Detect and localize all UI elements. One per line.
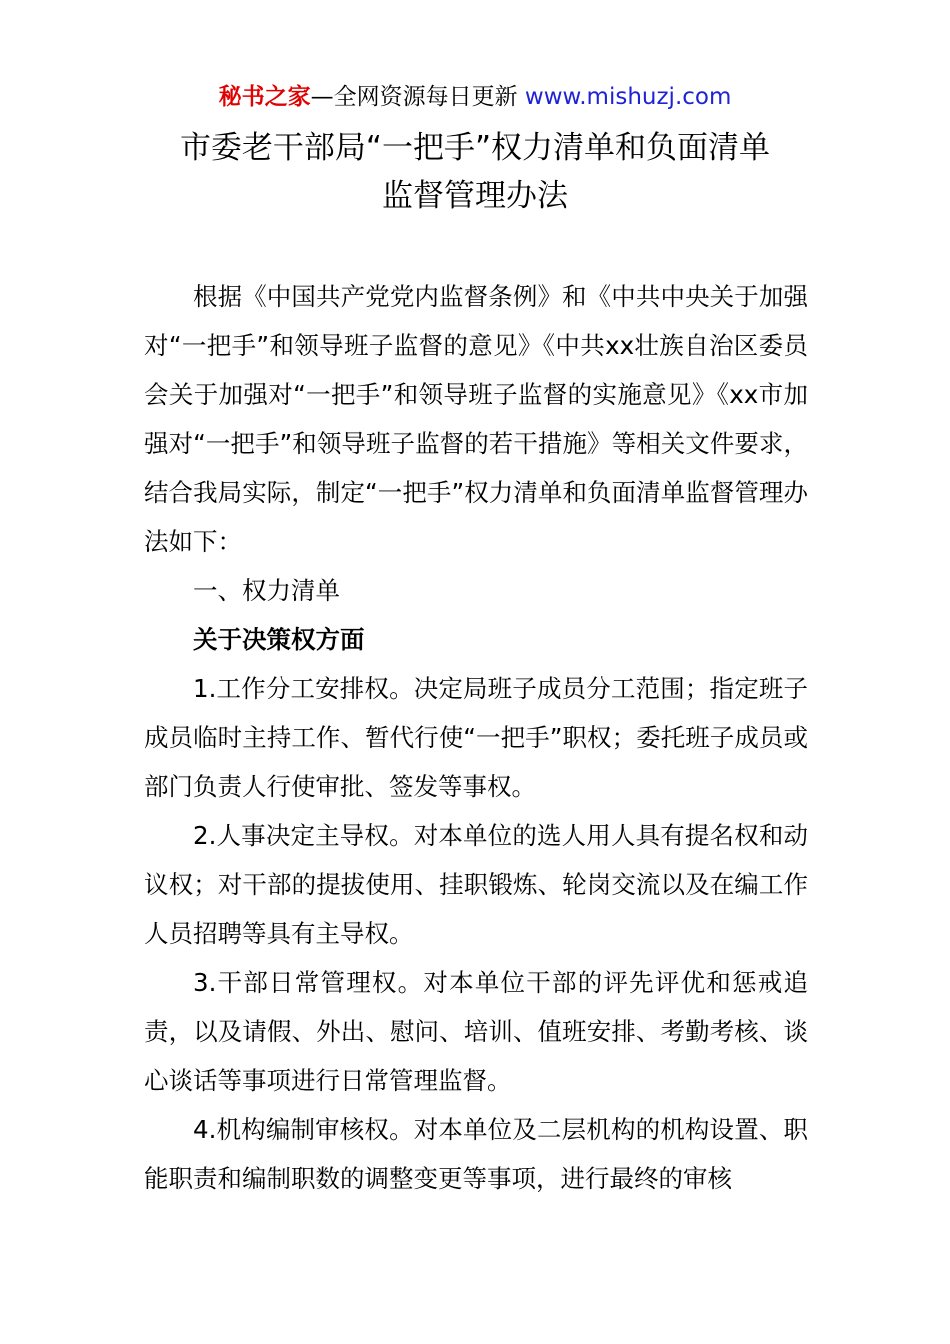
subsection-heading-decision-power: 关于决策权方面 xyxy=(193,625,365,654)
site-brand: 秘书之家 xyxy=(218,84,311,110)
intro-paragraph: 根据《中国共产党党内监督条例》和《中共中央关于加强对“一把手”和领导班子监督的意见》《中共xx壮族自治区委员会关于加强对“一把手”和领导班子监督的实施意见》《xx市加强对“一把手”和领导班子监督的若干措施》等相关文件要求，结合我局实际，制定“一把手”权力清单和负面清单监督管理办法如下： xyxy=(144,282,808,556)
document-body xyxy=(144,272,808,1203)
site-url-link[interactable]: www.mishuzj.com xyxy=(524,84,732,110)
list-item-4: 4.机构编制审核权。对本单位及二层机构的机构设置、职能职责和编制职数的调整变更等事项，进行最终的审核 xyxy=(144,1115,808,1193)
list-item-2: 2.人事决定主导权。对本单位的选人用人具有提名权和动议权；对干部的提拔使用、挂职锻炼、轮岗交流以及在编工作人员招聘等具有主导权。 xyxy=(144,821,808,948)
list-item-3: 3.干部日常管理权。对本单位干部的评先评优和惩戒追责，以及请假、外出、慰问、培训、值班安排、考勤考核、谈心谈话等事项进行日常管理监督。 xyxy=(144,968,808,1095)
site-header xyxy=(0,80,950,114)
document-title-line-2: 监督管理办法 xyxy=(382,178,568,214)
site-slogan: —全网资源每日更新 xyxy=(310,84,518,110)
section-heading-power-list: 一、权力清单 xyxy=(193,576,340,605)
document-title-line-1: 市委老干部局“一把手”权力清单和负面清单 xyxy=(179,130,771,166)
list-item-1: 1.工作分工安排权。决定局班子成员分工范围；指定班子成员临时主持工作、暂代行使“一把手”职权；委托班子成员或部门负责人行使审批、签发等事权。 xyxy=(144,674,808,801)
